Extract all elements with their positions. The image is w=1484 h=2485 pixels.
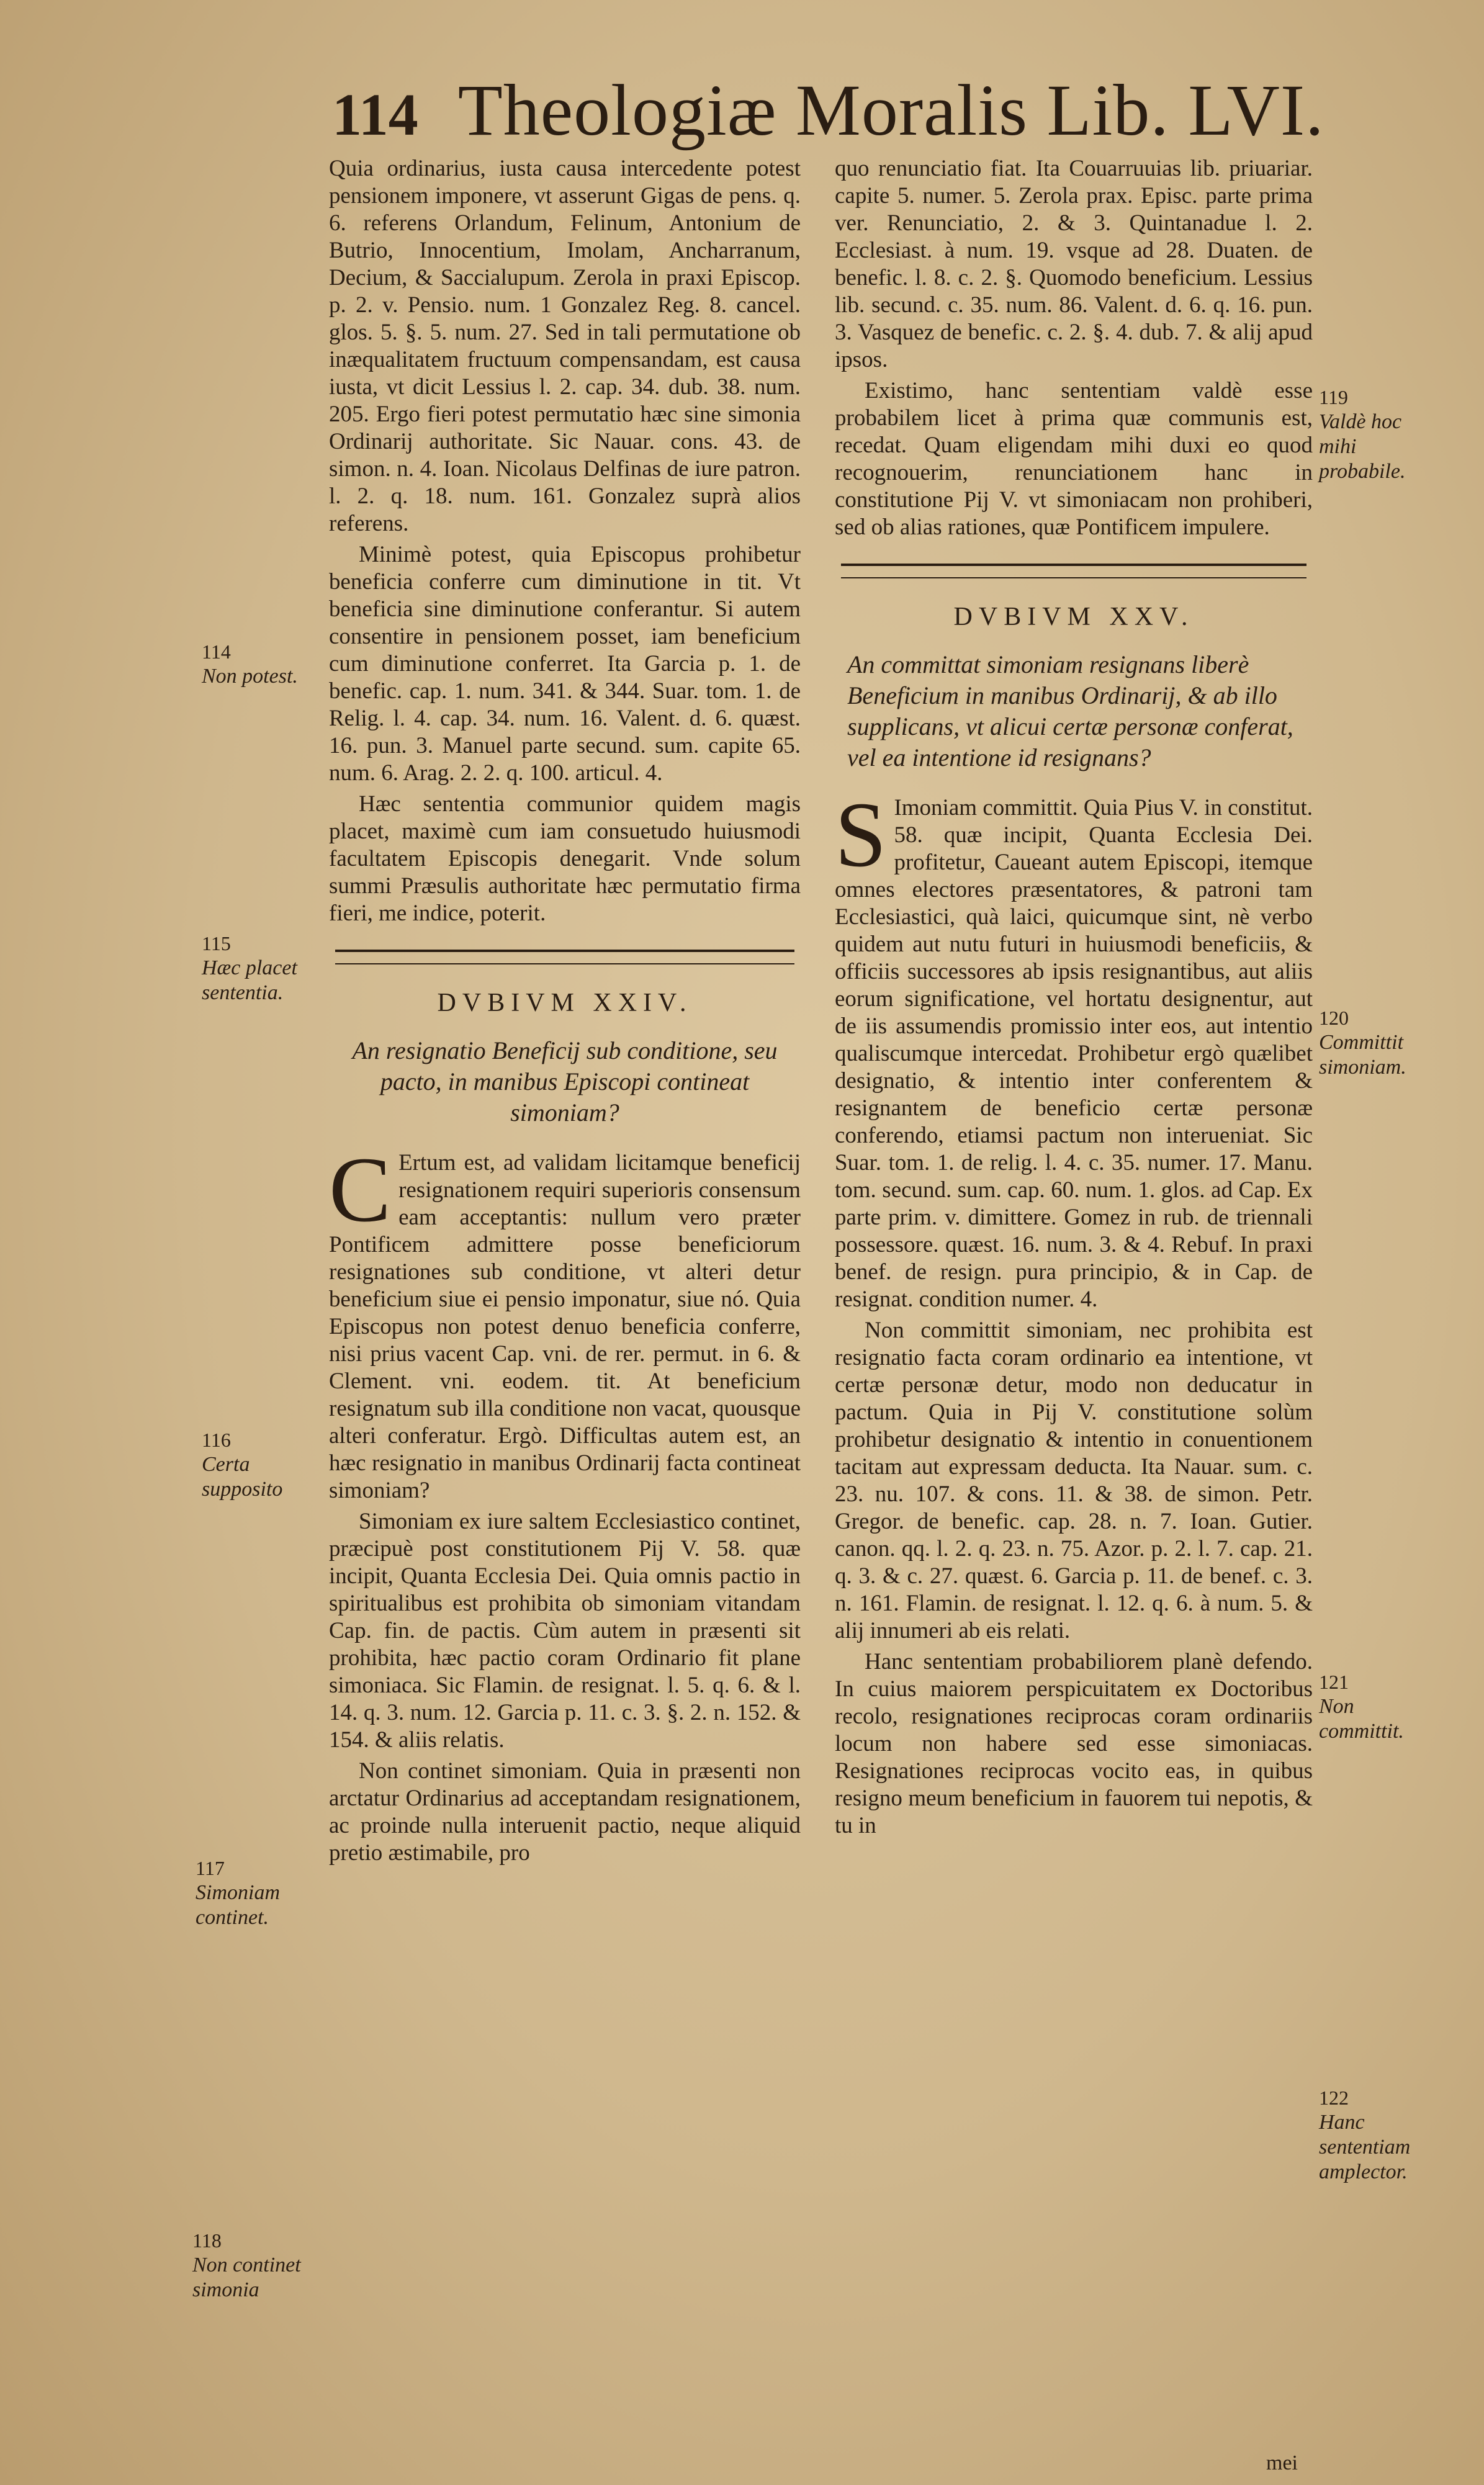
drop-cap: C bbox=[329, 1138, 392, 1241]
margin-note-115 bbox=[202, 931, 326, 1005]
dubium-heading: DVBIVM XXIV. bbox=[437, 989, 693, 1017]
margin-note-text: Certa supposito bbox=[202, 1453, 283, 1501]
margin-note-text: Valdè hoc mihi probabile. bbox=[1319, 410, 1406, 483]
left-column bbox=[329, 155, 801, 1871]
margin-note-118 bbox=[192, 2228, 317, 2303]
margin-note-text: Non committit. bbox=[1319, 1695, 1404, 1743]
folio-number: 114 bbox=[332, 81, 418, 148]
right-para-1: quo renunciatio fiat. Ita Couarruuias lib. priuariar. capite 5. numer. 5. Zerola prax. Episc. parte prima ver. Renunciatio, 2. & 3. Quintanadue l. 2. Ecclesiast. à num. 19. vsque ad 28. Duaten. de benefic. l. 8. c. 2. §. Quomodo beneficium. Lessius lib. secund. c. 35. num. 86. Valent. d. 6. q. 16. pun. 3. Vasquez de benefic. c. 2. §. 4. dub. 7. & alij apud ipsos. bbox=[835, 156, 1313, 372]
right-para-5: Hanc sententiam probabiliorem planè defendo. In cuius maiorem perspicuitatem ex Doctoribus recolo, resignationes reciprocas coram ordinariis locum non habere sed esse simoniacas. Resignationes reciprocas vocito eas, in quibus resigno meum beneficium in fauorem tui nepotis, & tu in bbox=[835, 1649, 1313, 1838]
left-para-6: Non continet simoniam. Quia in præsenti non arctatur Ordinarius ad acceptandam resignationem, ac proinde nulla interuenit pactio, neque aliquid pretio æstimabile, pro bbox=[329, 1758, 801, 1866]
margin-note-number: 118 bbox=[192, 2229, 222, 2252]
left-para-5: Simoniam ex iure saltem Ecclesiastico continet, præcipuè post constitutionem Pij V. 58. quæ incipit, Quanta Ecclesia Dei. Quia omnis pactio in spiritualibus est prohibita ob simoniam vitandam Cap. fin. de pactis. Cùm autem in præsenti sit prohibita, hæc pactio coram Ordinario fit plane simoniaca. Sic Flamin. de resignat. l. 5. q. 6. & l. 14. q. 3. num. 12. Garcia p. 11. c. 3. §. 2. n. 152. & 154. & aliis relatis. bbox=[329, 1509, 801, 1753]
margin-note-119 bbox=[1319, 385, 1412, 484]
margin-note-117 bbox=[196, 1856, 320, 1930]
margin-note-text: Hanc sententiam amplector. bbox=[1319, 2111, 1411, 2183]
drop-cap: S bbox=[835, 783, 887, 886]
margin-note-number: 122 bbox=[1319, 2087, 1349, 2109]
left-para-4 bbox=[329, 1138, 801, 1504]
dubium-question: An resignatio Beneficij sub conditione, seu pacto, in manibus Episcopi contineat simoniam? bbox=[352, 1036, 778, 1126]
margin-note-116 bbox=[202, 1427, 320, 1502]
right-para-3-text: Imoniam committit. Quia Pius V. in constitut. 58. quæ incipit, Quanta Ecclesia Dei. profitetur, Caueant autem Episcopi, itemque omnes electores præsentatores, & patroni tam Ecclesiastici, quà laici, quicumque sint, nè verbo quidem aut nutu futuri in huiusmodi beneficiis, & officiis successores ab ipsis resignantibus, aut aliis eorum significatione, vel hortatu designentur, aut de iis assumendis promissio inter eos, aut intentio qualiscumque intercedat. Prohibetur ergò quælibet designatio, & intentio inter conferentem & resignantem de beneficio certæ personæ conferendo, etiamsi pactum non interueniat. Sic Suar. tom. 1. de relig. l. 4. c. 35. numer. 17. Manu. tom. secund. sum. cap. 60. num. 1. glos. ad Cap. Ex parte prim. v. dimittere. Gomez in rub. de triennali possessore. quæst. 16. num. 3. & 4. Rebuf. In praxi benef. de resign. pura principio, & in Cap. de resignat. condition numer. 4. bbox=[835, 795, 1313, 1312]
left-para-1: Quia ordinarius, iusta causa intercedente potest pensionem imponere, vt asserunt Gigas de pens. q. 6. referens Orlandum, Felinum, Antonium de Butrio, Innocentium, Imolam, Ancharranum, Decium, & Saccialupum. Zerola in praxi Episcop. p. 2. v. Pensio. num. 1 Gonzalez Reg. 8. cancel. glos. 5. §. 5. num. 27. Sed in tali permutatione ob inæqualitatem fructuum compensandam, est causa iusta, vt dicit Lessius l. 2. cap. 34. dub. 38. num. 205. Ergo fieri potest permutatio hæc sine simonia Ordinarij authoritate. Sic Nauar. cons. 43. de simon. n. 4. Ioan. Nicolaus Delfinas de iure patron. l. 2. q. 18. num. 161. Gonzalez suprà alios referens. bbox=[329, 156, 801, 536]
margin-note-number: 119 bbox=[1319, 386, 1348, 408]
margin-note-number: 114 bbox=[202, 640, 231, 663]
margin-note-text: Committit simoniam. bbox=[1319, 1031, 1406, 1079]
margin-note-122 bbox=[1319, 2085, 1418, 2185]
margin-note-number: 117 bbox=[196, 1857, 225, 1879]
dubium-heading: DVBIVM XXV. bbox=[953, 603, 1194, 631]
page-header bbox=[332, 68, 1324, 161]
margin-note-text: Non continet simonia bbox=[192, 2254, 301, 2301]
right-para-3 bbox=[835, 783, 1313, 1313]
left-para-4-text: Ertum est, ad validam licitamque beneficij resignationem requiri superioris consensum eam acceptantis: nullum vero præter Pontificem admittere posse beneficiorum resignationes sub conditione, vt alteri detur beneficium siue ei pensio imponatur, siue nó. Quia Episcopus non potest denuo beneficia conferre, nisi prius vacent Cap. vni. de rer. permut. in 6. & Clement. vni. eodem. tit. At beneficium resignatum sub illa conditione non vacat, quousque alteri conferatur. Ergò. Difficultas autem est, an hæc resignatio in manibus Ordinarij facta contineat simoniam? bbox=[329, 1150, 801, 1503]
right-column bbox=[835, 155, 1313, 1843]
margin-note-number: 121 bbox=[1319, 1671, 1349, 1693]
right-para-4: Non committit simoniam, nec prohibita est resignatio facta coram ordinario ea intentione, vt certæ personæ detur, modo non deducatur in pactum. Quia in Pij V. constitutione solùm prohibetur designatio & intentio in conuentionem tacitam aut expressam deducta. Ita Nauar. sum. c. 23. nu. 107. & cons. 11. & 38. de simon. Petr. Gregor. de benefic. cap. 28. n. 7. Ioan. Gutier. canon. qq. l. 2. q. 23. n. 75. Azor. p. 2. l. 7. cap. 21. q. 3. & c. 27. quæst. 6. Garcia p. 11. de benef. c. 3. n. 161. Flamin. de resignat. l. 12. q. 6. à num. 5. & alij innumeri ab eis relati. bbox=[835, 1318, 1313, 1643]
margin-note-number: 115 bbox=[202, 932, 231, 955]
left-para-3: Hæc sententia communior quidem magis placet, maximè cum iam consuetudo huiusmodi facultatem Episcopis denegarit. Vnde solum summi Præsulis authoritate hæc permutatio firma fieri, me indice, poterit. bbox=[329, 791, 801, 926]
margin-note-114 bbox=[202, 639, 326, 689]
section-rule bbox=[841, 564, 1306, 578]
margin-note-text: Simoniam continet. bbox=[196, 1881, 280, 1929]
margin-note-number: 116 bbox=[202, 1429, 231, 1451]
section-rule bbox=[335, 950, 794, 964]
margin-note-text: Hæc placet sententia. bbox=[202, 956, 297, 1004]
catchword: mei bbox=[1266, 2451, 1298, 2474]
dubium-question: An committat simoniam resignans liberè Beneficium in manibus Ordinarij, & ab illo supplicans, vt alicui certæ personæ conferat, vel ea intentione id resignans? bbox=[847, 650, 1293, 771]
margin-note-text: Non potest. bbox=[202, 665, 298, 688]
right-para-2: Existimo, hanc sententiam valdè esse probabilem licet à prima quæ communis est, recedat. Quam eligendam mihi duxi eo quod recognouerim, renunciationem hanc in constitutione Pij V. vt simoniacam non prohiberi, sed ob alias rationes, quæ Pontificem impulere. bbox=[835, 378, 1313, 540]
margin-note-120 bbox=[1319, 1005, 1418, 1080]
margin-note-number: 120 bbox=[1319, 1007, 1349, 1029]
running-title: Theologiæ Moralis Lib. LVI. bbox=[457, 70, 1324, 151]
left-para-2: Minimè potest, quia Episcopus prohibetur beneficia conferre cum diminutione in tit. Vt beneficia sine diminutione conferantur. Si autem consentire in pensionem posset, iam beneficium cum diminutione conferret. Ita Garcia p. 1. de benefic. cap. 1. num. 341. & 344. Suar. tom. 1. de Relig. l. 4. cap. 34. num. 16. Valent. d. 6. quæst. 16. pun. 3. Manuel parte secund. sum. capite 65. num. 6. Arag. 2. 2. q. 100. articul. 4. bbox=[329, 542, 801, 786]
margin-note-121 bbox=[1319, 1669, 1418, 1744]
